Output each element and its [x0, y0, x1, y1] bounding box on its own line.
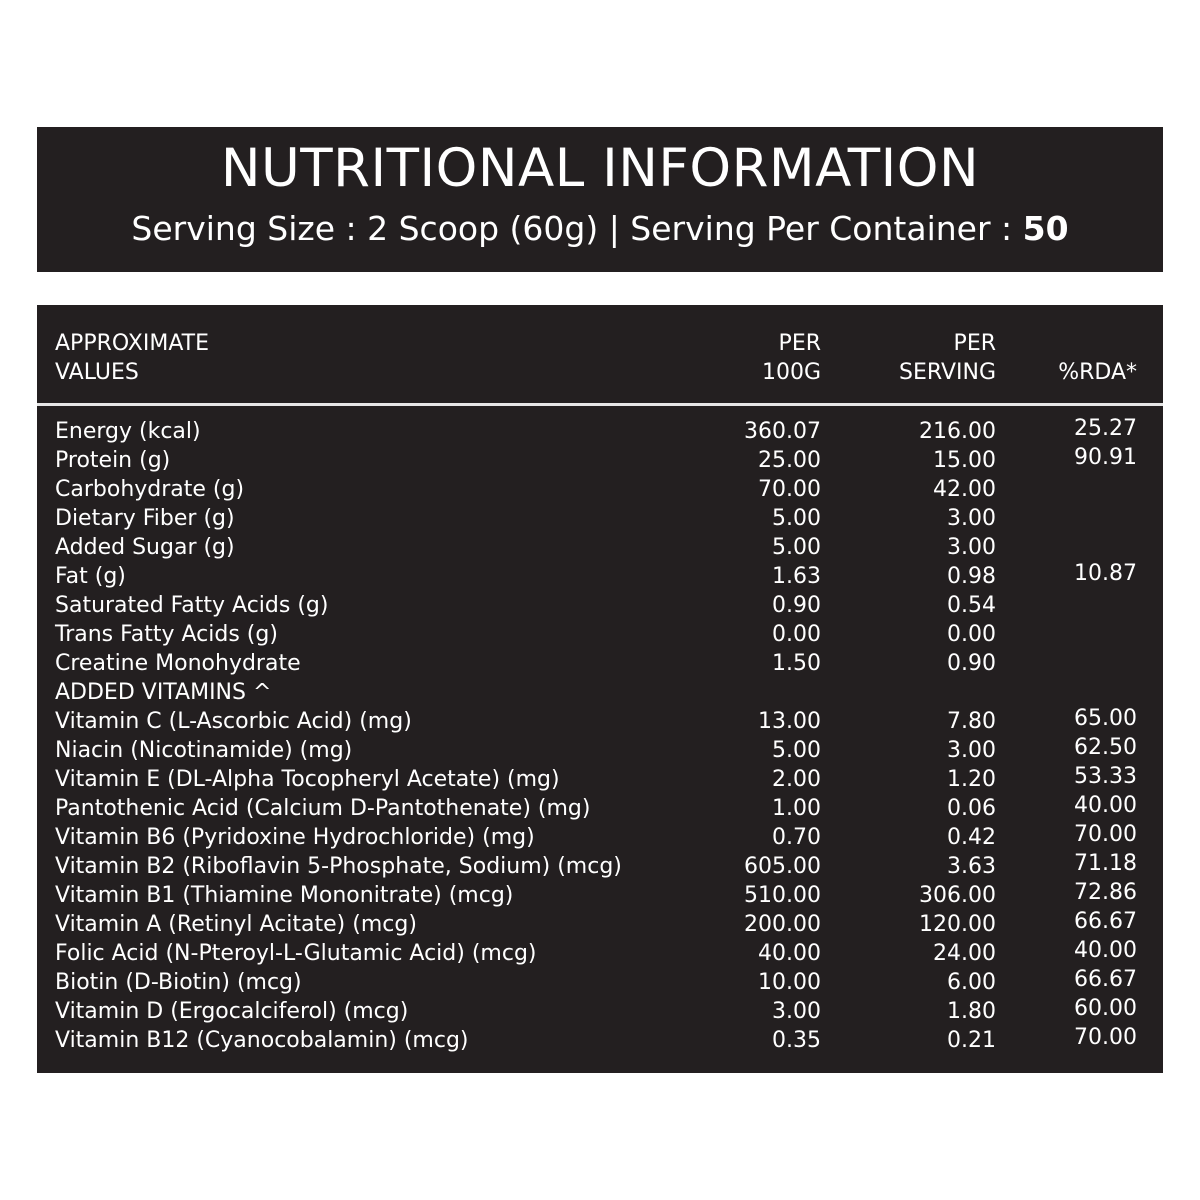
- rda-value: 65.00: [1074, 706, 1137, 731]
- nutrient-name: Protein (g): [55, 448, 171, 473]
- table-row: [37, 881, 1163, 910]
- table-body: [37, 417, 1163, 1055]
- per-serving-value: 120.00: [919, 912, 996, 937]
- per-100g-value: 0.35: [772, 1028, 821, 1053]
- per-100g-value: 2.00: [772, 767, 821, 792]
- per-serving-value: 6.00: [947, 970, 996, 995]
- nutrient-name: Added Sugar (g): [55, 535, 235, 560]
- per-serving-value: 306.00: [919, 883, 996, 908]
- page-title: NUTRITIONAL INFORMATION: [220, 138, 980, 199]
- table-row: [37, 910, 1163, 939]
- table-row: [37, 591, 1163, 620]
- rda-value: 53.33: [1074, 764, 1137, 789]
- table-row: [37, 1026, 1163, 1055]
- per-serving-value: 216.00: [919, 419, 996, 444]
- per-100g-value: 5.00: [772, 738, 821, 763]
- per-serving-value: 0.98: [947, 564, 996, 589]
- nutrient-name: Vitamin D (Ergocalciferol) (mcg): [55, 999, 409, 1024]
- section-heading: ADDED VITAMINS ^: [55, 680, 272, 705]
- per-100g-value: 1.63: [772, 564, 821, 589]
- per-serving-value: 3.00: [947, 738, 996, 763]
- column-header-name: [55, 329, 209, 387]
- nutrition-header: [37, 127, 1163, 272]
- per-100g-value: 25.00: [758, 448, 821, 473]
- nutrition-table: [37, 305, 1163, 1073]
- nutrient-name: Dietary Fiber (g): [55, 506, 235, 531]
- per-100g-value: 13.00: [758, 709, 821, 734]
- table-row: [37, 823, 1163, 852]
- per-100g-value: 5.00: [772, 506, 821, 531]
- nutrient-name: Saturated Fatty Acids (g): [55, 593, 329, 618]
- nutrient-name: Pantothenic Acid (Calcium D-Pantothenate) (mg): [55, 796, 591, 821]
- rda-value: 40.00: [1074, 938, 1137, 963]
- rda-value: 62.50: [1074, 735, 1137, 760]
- per-serving-value: 3.63: [947, 854, 996, 879]
- per-serving-value: 42.00: [933, 477, 996, 502]
- nutrient-name: Niacin (Nicotinamide) (mg): [55, 738, 353, 763]
- per-100g-value: 360.07: [744, 419, 821, 444]
- rda-value: 71.18: [1074, 851, 1137, 876]
- table-row: [37, 649, 1163, 678]
- column-header-per100-line1: PER: [778, 331, 821, 356]
- per-serving-value: 1.20: [947, 767, 996, 792]
- table-row: [37, 533, 1163, 562]
- rda-value: 60.00: [1074, 996, 1137, 1021]
- column-header-serving-line1: PER: [953, 331, 996, 356]
- rda-value: 66.67: [1074, 909, 1137, 934]
- per-serving-value: 0.54: [947, 593, 996, 618]
- nutrient-name: Folic Acid (N-Pteroyl-L-Glutamic Acid) (mcg): [55, 941, 537, 966]
- per-serving-value: 0.90: [947, 651, 996, 676]
- table-row: [37, 997, 1163, 1026]
- column-header-per100: [762, 329, 821, 387]
- rda-value: 90.91: [1074, 445, 1137, 470]
- column-header-per100-line2: 100G: [761, 360, 821, 385]
- table-row: [37, 765, 1163, 794]
- nutrient-name: Vitamin B2 (Riboflavin 5-Phosphate, Sodium) (mcg): [55, 854, 622, 879]
- table-row: [37, 475, 1163, 504]
- nutrient-name: Energy (kcal): [55, 419, 201, 444]
- table-row: [37, 939, 1163, 968]
- nutrient-name: Carbohydrate (g): [55, 477, 245, 502]
- table-row: [37, 446, 1163, 475]
- nutrient-name: Biotin (D-Biotin) (mcg): [55, 970, 302, 995]
- nutrient-name: Creatine Monohydrate: [55, 651, 301, 676]
- per-serving-value: 15.00: [933, 448, 996, 473]
- rda-value: 70.00: [1074, 1025, 1137, 1050]
- nutrient-name: Fat (g): [55, 564, 126, 589]
- per-100g-value: 5.00: [772, 535, 821, 560]
- table-row: [37, 620, 1163, 649]
- header-divider: [37, 403, 1163, 406]
- nutrient-name: Vitamin A (Retinyl Acitate) (mcg): [55, 912, 417, 937]
- per-serving-value: 0.00: [947, 622, 996, 647]
- per-serving-value: 0.21: [947, 1028, 996, 1053]
- table-row: [37, 852, 1163, 881]
- per-serving-value: 24.00: [933, 941, 996, 966]
- section-heading-row: [37, 678, 1163, 707]
- table-row: [37, 504, 1163, 533]
- table-row: [37, 794, 1163, 823]
- table-row: [37, 707, 1163, 736]
- per-100g-value: 605.00: [744, 854, 821, 879]
- per-100g-value: 0.00: [772, 622, 821, 647]
- nutrient-name: Vitamin C (L-Ascorbic Acid) (mg): [55, 709, 412, 734]
- nutrient-name: Vitamin B12 (Cyanocobalamin) (mcg): [55, 1028, 469, 1053]
- table-row: [37, 968, 1163, 997]
- per-100g-value: 0.90: [772, 593, 821, 618]
- per-serving-value: 3.00: [947, 506, 996, 531]
- per-100g-value: 3.00: [772, 999, 821, 1024]
- per-100g-value: 510.00: [744, 883, 821, 908]
- per-serving-value: 3.00: [947, 535, 996, 560]
- rda-value: 10.87: [1074, 561, 1137, 586]
- per-100g-value: 1.00: [772, 796, 821, 821]
- nutrient-name: Vitamin E (DL-Alpha Tocopheryl Acetate) (mg): [55, 767, 560, 792]
- per-100g-value: 70.00: [758, 477, 821, 502]
- table-row: [37, 736, 1163, 765]
- table-row: [37, 562, 1163, 591]
- per-100g-value: 40.00: [758, 941, 821, 966]
- per-serving-value: 1.80: [947, 999, 996, 1024]
- per-serving-value: 0.06: [947, 796, 996, 821]
- column-header-serving-line2: SERVING: [899, 360, 996, 385]
- serving-info: [37, 207, 1163, 251]
- column-header-name-line2: VALUES: [55, 360, 139, 385]
- nutrient-name: Trans Fatty Acids (g): [55, 622, 278, 647]
- table-row: [37, 417, 1163, 446]
- per-serving-value: 0.42: [947, 825, 996, 850]
- per-100g-value: 0.70: [772, 825, 821, 850]
- rda-value: 40.00: [1074, 793, 1137, 818]
- column-header-serving: [899, 329, 996, 387]
- rda-value: 72.86: [1074, 880, 1137, 905]
- nutrient-name: Vitamin B6 (Pyridoxine Hydrochloride) (mg): [55, 825, 535, 850]
- column-header-rda: %RDA*: [1058, 360, 1137, 385]
- serving-text: Serving Size : 2 Scoop (60g) | Serving Per Container :: [131, 209, 1023, 248]
- column-header-name-line1: APPROXIMATE: [55, 331, 209, 356]
- per-100g-value: 10.00: [758, 970, 821, 995]
- per-100g-value: 200.00: [744, 912, 821, 937]
- rda-value: 25.27: [1074, 416, 1137, 441]
- rda-value: 66.67: [1074, 967, 1137, 992]
- serving-count: 50: [1022, 209, 1069, 248]
- nutrient-name: Vitamin B1 (Thiamine Mononitrate) (mcg): [55, 883, 514, 908]
- rda-value: 70.00: [1074, 822, 1137, 847]
- per-serving-value: 7.80: [947, 709, 996, 734]
- per-100g-value: 1.50: [772, 651, 821, 676]
